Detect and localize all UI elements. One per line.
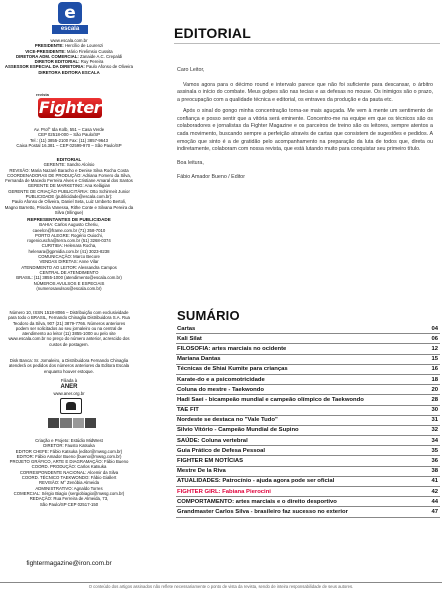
distribution-line: Teodoro da Silva, 907 (21) 3879-7766. Números anteriores <box>12 320 126 326</box>
sumario-title: SUMÁRIO <box>177 308 240 323</box>
toc-item-title: COMPORTAMENTO: artes marciais e o direito desportivo <box>177 498 337 505</box>
editorial-body <box>177 67 433 189</box>
toc-item-title: FILOSOFIA: artes marciais no ocidente <box>177 345 287 352</box>
editorial-title: EDITORIAL <box>174 25 251 41</box>
masthead-column <box>0 0 138 592</box>
distribution-line: www.escala.com.br no preço do número anterior, acrescido dos <box>8 336 130 342</box>
toc-item-title: ATUALIDADES: Patrocínio - ajuda agora pode ser oficial <box>177 478 335 485</box>
editorial-paragraph: Após o sinal do gongo minha concentração torna-se mais aguçada. Me vem à mente um sentimento de confiança e posso sentir que a vitória será eminente. Concentro-me na equipe em que os técnicos são os colaboradores e jornalistas da Fighter Magazine e os parceiros de treino são os leitores, sempre atentos a cada movimento, buscando sempre a perfeição através de cartas que consistem de sugestões e pedidos. A emoção que sinto é a de gratidão pelo acompanhamento na preparação da luta de todos que, direta ou indiretamente, colaboram com nossa revista, que está lutando muito para conquistar seu primeiro título. <box>177 108 433 153</box>
disk-banca-line: Disk Banca: Sr. Jornaleiro, a Distribuidora Fernando Chinaglia <box>9 358 129 363</box>
sumario-header <box>177 308 440 324</box>
credit-role: DIRETOR EDITORIAL: <box>34 59 80 65</box>
address-line: Av. Prof° Ida Kolb, 551 – Casa Verde <box>33 127 105 132</box>
toc-item <box>176 324 440 334</box>
toc-item-page: 16 <box>431 366 438 373</box>
distribution-info <box>0 310 138 347</box>
production-line: EDITOR: Fábio Amador Bueno (bueno@mwsg.com.br) <box>16 453 122 459</box>
production-line: COORD. TÉCNICO TAEKWONDO: Fábio Giallert <box>21 475 117 481</box>
toc-item-page: 36 <box>431 458 438 465</box>
partner-logo-icon <box>60 418 71 428</box>
toc-item <box>176 385 440 395</box>
toc-item-title: Grandmaster Carlos Silva - brasileiro faz sucesso no exterior <box>177 508 348 515</box>
aner-logo: ANER <box>60 384 78 391</box>
editorial-header <box>174 22 440 44</box>
production-line: São Paulo/SP CEP 02517-150 <box>39 501 99 507</box>
reps-line: VENDAS DIRETAS: Anne Vilar <box>39 259 99 265</box>
credit-role: PRESIDENTE: <box>34 43 64 49</box>
credit-name: Paulo Afonso de Oliveira <box>86 64 134 70</box>
filiado-label: Filiada à <box>60 378 78 383</box>
address-line: Tel.: (11) 3855-2100 Fax: (11) 3857-9643 <box>30 137 108 143</box>
toc-item-page: 12 <box>431 345 438 352</box>
address-line: Caixa Postal 16.381 – CEP 02599-970 – São Paulo/SP <box>16 142 122 148</box>
masthead-website: www.escala.com.br <box>50 38 88 43</box>
reps-line: COMUNICAÇÃO: Marco Becore <box>38 254 100 260</box>
toc-item <box>176 344 440 354</box>
production-line: CORRESPONDENTE NACIONAL: Alcemir da Silva <box>19 469 119 475</box>
address-line: CEP 02518-000 – São Paulo/SP <box>37 132 101 138</box>
toc-item-page: 35 <box>431 447 438 454</box>
credit-name: Mário Firelimsio Cussita <box>66 48 113 54</box>
production-line: Criação e Projeto: Estúdio MidWest <box>35 438 103 443</box>
toc-item <box>176 507 440 517</box>
toc-item-title: Karate-do e a psicomotricidade <box>177 376 265 383</box>
aner-url: www.aner.org.br <box>53 391 85 397</box>
reps-line: ATENDIMENTO AO LEITOR: Alessandra Campos <box>21 264 117 270</box>
reps-line: BAHIA: Carlos Augusto Cheriu, <box>39 222 99 228</box>
publisher-address <box>0 127 138 148</box>
toc-item-page: 31 <box>431 417 438 424</box>
editorial-paragraph: Vamos agora para o décimo round e intervalo parece que não foi suficiente para descansar, o árbitro assinala o início do combate. Meus golpes são nas tecias e as defesas no mouse. Os inimigos são o prazo, a preocupação com a qualidade técnica e editorial, os entraves da produção e da pauta etc. <box>177 81 433 103</box>
credits-top <box>0 38 138 75</box>
reps-line: NÚMEROS AVULSOS E ESPECIAIS <box>33 280 105 286</box>
reps-line: helenara@gpmidia.com.br (41) 3023-8238 <box>28 248 110 254</box>
distribution-line: custos de postagem. <box>49 341 89 347</box>
toc-item-page: 30 <box>431 407 438 414</box>
toc-item <box>176 446 440 456</box>
aner-block <box>0 378 138 397</box>
credit-role: ASSESSOR ESPECIAL DA DIRETORIA: <box>4 64 85 70</box>
ad-representatives <box>0 217 138 291</box>
toc-item-title: Nordeste se destaca no "Vale Tudo" <box>177 417 278 424</box>
toc-item-page: 44 <box>431 498 438 505</box>
staff-line: GERENTE DE CRIAÇÃO PUBLICITÁRIA: Otto Schirmeit Junior <box>8 188 130 194</box>
toc-item-title: SAÚDE: Coluna vertebral <box>177 437 248 444</box>
production-line: DIRETOR: Fausto Katsuka <box>43 443 95 449</box>
contact-email <box>0 560 138 568</box>
staff-line: GERENTE DE MARKETING: Ana Kelágian <box>27 183 111 189</box>
production-line: COMERCIAL: Sérgio Biagio (sergiobiagio@mwsg.com.br) <box>13 490 125 496</box>
contact-email-text: fightermagazine@iron.com.br <box>26 560 112 567</box>
footnote: O conteúdo dos artigos assinados não reflete necessariamente o ponto de vista da revista, sendo de inteira responsabilidade de seus autores. <box>0 582 442 592</box>
production-line: EDITOR CHEFE: Fábio Katsuka (editor@mwsg.com.br) <box>15 448 123 454</box>
editorial-closing: Boa leitura, <box>177 159 204 166</box>
editorial-staff <box>0 157 138 215</box>
production-line: ADMINISTRATIVO: Agnaldo Torres <box>35 485 103 491</box>
brand-tag: revista <box>36 92 49 97</box>
toc-item <box>176 416 440 426</box>
toc-item-title: FIGHTER EM NOTÍCIAS <box>177 458 244 465</box>
toc-item-page: 41 <box>431 478 438 485</box>
partner-logos <box>48 418 96 428</box>
toc-item-title: Coluna do mestre - Taekwondo <box>177 386 264 393</box>
staff-heading: EDITORIAL <box>56 157 82 162</box>
reps-line: rogenicuscha@terra.com.br (51) 3268-0374 <box>27 238 111 244</box>
toc-item-title: Mariana Dantas <box>177 356 221 363</box>
toc-item <box>176 375 440 385</box>
production-credits <box>0 438 138 507</box>
credit-role: VICE-PRESIDENTE: <box>25 48 66 54</box>
distribution-line: Número 10, ISSN 1518-8066 – Distribuição com exclusividade <box>9 310 129 315</box>
stamp-icon <box>60 398 82 414</box>
toc-item <box>176 487 440 497</box>
toc-item-title: Silvio Vitório - Campeão Mundial de Supino <box>177 427 299 434</box>
toc-item-page: 15 <box>431 356 438 363</box>
staff-line: REVISÃO: Maria Nazaré Baracho e Denise Silva Rocha Costa <box>9 167 129 173</box>
partner-logo-icon <box>73 418 84 428</box>
production-line: PROJETO GRÁFICO, ARTE E DIAGRAMAÇÃO: Fábio Bueno <box>9 459 129 465</box>
toc-item-title: TAE FIT <box>177 407 199 414</box>
toc-item <box>176 436 440 446</box>
escala-logo: e <box>58 2 82 24</box>
reps-line: caeelcn@frame.com.br (71) 358-7010 <box>32 227 106 233</box>
toc-item <box>176 477 440 487</box>
toc-item-page: 42 <box>431 488 438 495</box>
toc-item-page: 47 <box>431 508 438 515</box>
toc-item <box>176 334 440 344</box>
toc-item <box>176 365 440 375</box>
reps-line: BRASIL: (11) 3855-1000 (atendimento@escala.com.br) <box>16 275 122 281</box>
toc-item-title: Kali Silat <box>177 335 202 342</box>
toc-item <box>176 426 440 436</box>
staff-line: Fernanda de Macedo Ferreira Alves e Cristiane Amaral dos Santos <box>5 178 133 184</box>
toc-item-page: 18 <box>431 376 438 383</box>
toc-item-title: Mestre De la Riva <box>177 468 226 475</box>
reps-line: (numerosavulsos@escala.com.br) <box>36 285 102 291</box>
credit-line <box>0 70 138 75</box>
disk-banca-line: enquanto houver estoque. <box>44 368 94 374</box>
toc-item-page: 04 <box>431 325 438 332</box>
escala-wordmark: escala <box>52 25 88 34</box>
toc-item-title: Hadi Saei - bicampeão mundial e campeão olímpico de Taekwondo <box>177 396 364 403</box>
toc-item-title: FIGHTER GIRL: Fabiana Pierocini <box>177 488 271 495</box>
distribution-line: podem ser solicitados ao seu jornaleiro ou na central de <box>15 325 123 331</box>
partner-logo-icon <box>48 418 59 428</box>
production-line: COORD. PRODUÇÃO: Carlos Katsuka <box>31 464 107 470</box>
credit-name: Ruy Pereira <box>80 59 104 65</box>
credit-name: Hercílio de Lourenzi <box>64 43 104 49</box>
toc-item <box>176 406 440 416</box>
table-of-contents <box>176 324 440 518</box>
toc-item <box>176 395 440 405</box>
toc-item-page: 38 <box>431 468 438 475</box>
disk-banca <box>0 358 138 374</box>
editorial-greeting: Caro Leitor, <box>177 67 205 73</box>
staff-line: COORDENADORAS DE PRODUÇÃO: Adriana Fomero da Silva, <box>7 172 131 178</box>
production-line: REDAÇÃO: Rua Ferreira de Almeida, 73, <box>29 496 109 502</box>
staff-line: Magno Barretto, Priscila Vanessa, Rithe Conte e Silvana Pereira da <box>4 204 134 210</box>
fighter-logo: Fighter <box>38 98 102 117</box>
partner-logo-icon <box>85 418 96 428</box>
toc-item-page: 34 <box>431 437 438 444</box>
toc-item-page: 20 <box>431 386 438 393</box>
toc-item-page: 32 <box>431 427 438 434</box>
credit-role: DIRETORA EDITORA ESCALA <box>38 69 100 75</box>
disk-banca-line: atenderá os pedidos dos números anteriores da Editora Escala <box>8 363 130 369</box>
staff-line: PUBLICIDADE (publicidade@escala.com.br): <box>25 194 113 200</box>
toc-item-page: 28 <box>431 396 438 403</box>
staff-line: Paulo Afonso de Oliveira, Daniel Seta, Luiz Umberto Bertoli, <box>11 199 127 205</box>
reps-line: CURITIBA: Helenara Rocha, <box>41 243 97 249</box>
toc-item <box>176 355 440 365</box>
production-line: REVISÃO: M° Zenóbia Almeida <box>39 480 99 486</box>
reps-line: CENTRAL DE ATENDIMENTO <box>39 269 99 275</box>
editorial-signature: Fábio Amador Bueno / Editor <box>177 174 246 181</box>
toc-item-page: 06 <box>431 335 438 342</box>
toc-item-title: Técnicas de Shiai Kumite para crianças <box>177 366 288 373</box>
toc-item-title: Cartas <box>177 325 196 332</box>
credit-name: Zanaide A.C. Crepaldi <box>80 53 123 59</box>
distribution-line: para todo o BRASIL, Fernando Chinaglia Distribuidora S.A. Rua <box>8 315 130 321</box>
toc-item <box>176 456 440 466</box>
reps-heading: REPRESENTANTES DE PUBLICIDADE <box>27 217 111 222</box>
staff-line: Silva (trilingue) <box>54 209 84 215</box>
reps-line: PORTO ALEGRE: Rogério Ouiochi, <box>35 232 103 238</box>
credit-role: DIRETORA ADM. COMERCIAL: <box>15 53 79 59</box>
toc-item-title: Guia Prático de Defesa Pessoal <box>177 447 266 454</box>
distribution-line: atendimento ao leitor (11) 3855-1000 ou pelo site <box>22 331 116 337</box>
toc-item <box>176 467 440 477</box>
toc-item <box>176 497 440 507</box>
staff-line: GERENTE: Sandro Aloísio <box>43 162 95 168</box>
